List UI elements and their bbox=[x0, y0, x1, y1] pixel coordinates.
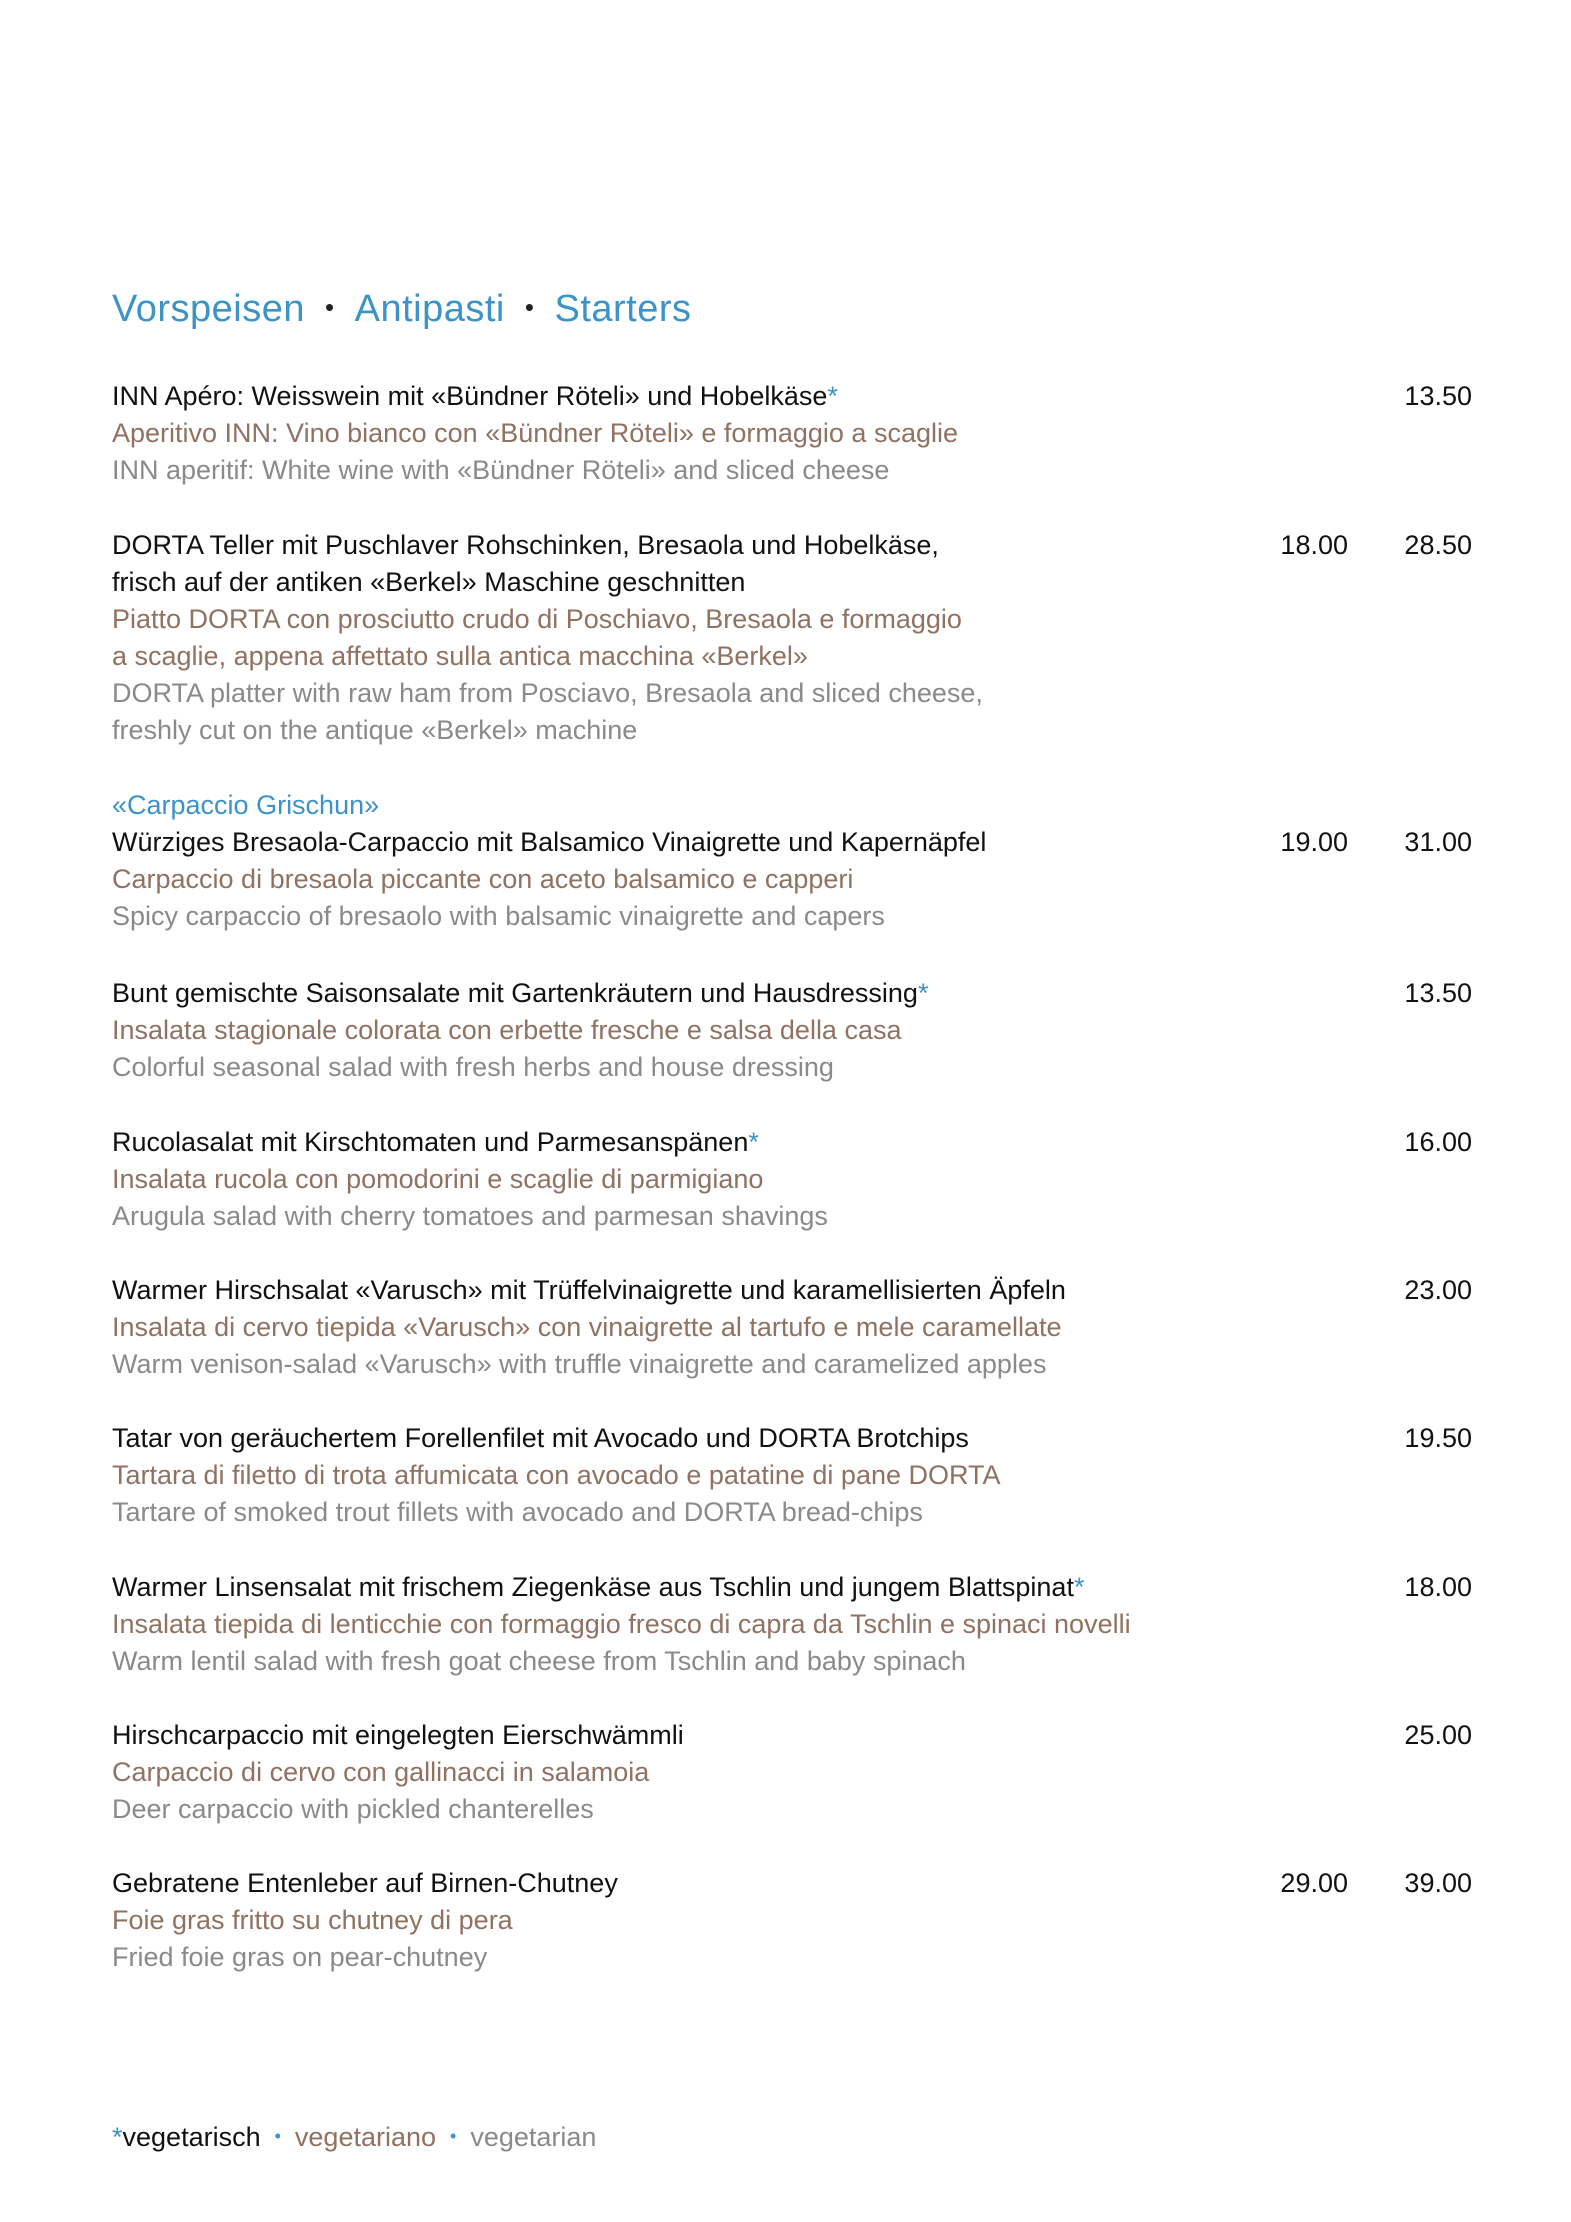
item-price: 13.50 bbox=[1404, 978, 1472, 1008]
item-italian: Foie gras fritto su chutney di pera bbox=[112, 1905, 513, 1935]
item-german: Bunt gemischte Saisonsalate mit Gartenkräutern und Hausdressing* bbox=[112, 978, 929, 1008]
item-italian: Insalata stagionale colorata con erbette fresche e salsa della casa bbox=[112, 1015, 902, 1045]
legend-separator: • bbox=[450, 2126, 457, 2146]
legend-footer bbox=[112, 2122, 596, 2153]
item-german: DORTA Teller mit Puschlaver Rohschinken, Bresaola und Hobelkäse, bbox=[112, 530, 939, 560]
item-german: INN Apéro: Weisswein mit «Bündner Röteli» und Hobelkäse* bbox=[112, 381, 838, 411]
heading-italian: Antipasti bbox=[354, 288, 505, 330]
item-english: Warm venison-salad «Varusch» with truffle vinaigrette and caramelized apples bbox=[112, 1349, 1047, 1379]
item-price: 31.00 bbox=[1404, 827, 1472, 857]
item-price: 28.50 bbox=[1404, 530, 1472, 560]
vegetarian-star-icon: * bbox=[917, 978, 929, 1008]
item-english: Fried foie gras on pear-chutney bbox=[112, 1942, 488, 1972]
item-english: Tartare of smoked trout fillets with avocado and DORTA bread-chips bbox=[112, 1497, 923, 1527]
vegetarian-star-icon: * bbox=[827, 381, 838, 411]
vegetarian-star-icon: * bbox=[1073, 1572, 1085, 1602]
legend-german: vegetarisch bbox=[122, 2122, 261, 2152]
item-italian-cont: a scaglie, appena affettato sulla antica macchina «Berkel» bbox=[112, 641, 808, 671]
menu-item bbox=[112, 1569, 1472, 1680]
item-english: DORTA platter with raw ham from Posciavo, Bresaola and sliced cheese, bbox=[112, 678, 983, 708]
item-subtitle: «Carpaccio Grischun» bbox=[112, 790, 380, 820]
heading-separator: • bbox=[524, 292, 535, 322]
item-italian: Insalata rucola con pomodorini e scaglie di parmigiano bbox=[112, 1164, 764, 1194]
heading-english: Starters bbox=[554, 288, 692, 330]
item-english: INN aperitif: White wine with «Bündner Röteli» and sliced cheese bbox=[112, 455, 890, 485]
item-german: Warmer Linsensalat mit frischem Ziegenkäse aus Tschlin und jungem Blattspinat* bbox=[112, 1572, 1085, 1602]
item-price: 16.00 bbox=[1404, 1127, 1472, 1157]
menu-item bbox=[112, 1420, 1472, 1531]
item-price: 39.00 bbox=[1404, 1868, 1472, 1898]
heading-german: Vorspeisen bbox=[112, 288, 306, 330]
menu-item bbox=[112, 1124, 1472, 1235]
item-english: Arugula salad with cherry tomatoes and parmesan shavings bbox=[112, 1201, 828, 1231]
item-english: Deer carpaccio with pickled chanterelles bbox=[112, 1794, 594, 1824]
item-english: Warm lentil salad with fresh goat cheese from Tschlin and baby spinach bbox=[112, 1646, 966, 1676]
item-italian: Aperitivo INN: Vino bianco con «Bündner Röteli» e formaggio a scaglie bbox=[112, 418, 958, 448]
item-price-small: 19.00 bbox=[1280, 827, 1348, 857]
menu-item bbox=[112, 1272, 1472, 1383]
vegetarian-star-icon: * bbox=[112, 2122, 123, 2152]
item-german: Warmer Hirschsalat «Varusch» mit Trüffelvinaigrette und karamellisierten Äpfeln bbox=[112, 1275, 1066, 1305]
legend-english: vegetarian bbox=[470, 2122, 597, 2152]
item-italian: Carpaccio di cervo con gallinacci in salamoia bbox=[112, 1757, 650, 1787]
item-price-small: 18.00 bbox=[1280, 530, 1348, 560]
legend-italian: vegetariano bbox=[294, 2122, 437, 2152]
item-price: 25.00 bbox=[1404, 1720, 1472, 1750]
item-german: Tatar von geräuchertem Forellenfilet mit Avocado und DORTA Brotchips bbox=[112, 1423, 969, 1453]
vegetarian-star-icon: * bbox=[748, 1127, 759, 1157]
item-italian: Insalata di cervo tiepida «Varusch» con vinaigrette al tartufo e mele caramellate bbox=[112, 1312, 1062, 1342]
menu-item bbox=[112, 1865, 1472, 1976]
legend-separator: • bbox=[274, 2126, 281, 2146]
item-italian: Piatto DORTA con prosciutto crudo di Poschiavo, Bresaola e formaggio bbox=[112, 604, 962, 634]
item-german: Würziges Bresaola-Carpaccio mit Balsamico Vinaigrette und Kapernäpfel bbox=[112, 827, 987, 857]
item-english-cont: freshly cut on the antique «Berkel» machine bbox=[112, 715, 638, 745]
item-price: 23.00 bbox=[1404, 1275, 1472, 1305]
item-price: 18.00 bbox=[1404, 1572, 1472, 1602]
item-german: Gebratene Entenleber auf Birnen-Chutney bbox=[112, 1868, 618, 1898]
item-german: Rucolasalat mit Kirschtomaten und Parmesanspänen* bbox=[112, 1127, 759, 1157]
item-price: 19.50 bbox=[1404, 1423, 1472, 1453]
item-italian: Carpaccio di bresaola piccante con aceto balsamico e capperi bbox=[112, 864, 854, 894]
menu-item bbox=[112, 378, 1472, 489]
item-english: Colorful seasonal salad with fresh herbs and house dressing bbox=[112, 1052, 834, 1082]
item-italian: Tartara di filetto di trota affumicata con avocado e patatine di pane DORTA bbox=[112, 1460, 1001, 1490]
heading-separator: • bbox=[325, 292, 335, 322]
menu-item bbox=[112, 1717, 1472, 1828]
item-english: Spicy carpaccio of bresaolo with balsamic vinaigrette and capers bbox=[112, 901, 885, 931]
section-heading bbox=[112, 288, 692, 331]
item-italian: Insalata tiepida di lenticchie con formaggio fresco di capra da Tschlin e spinaci novelli bbox=[112, 1609, 1131, 1639]
item-price-small: 29.00 bbox=[1280, 1868, 1348, 1898]
menu-item bbox=[112, 527, 1472, 749]
item-german: Hirschcarpaccio mit eingelegten Eierschwämmli bbox=[112, 1720, 684, 1750]
item-price: 13.50 bbox=[1404, 381, 1472, 411]
item-german-cont: frisch auf der antiken «Berkel» Maschine geschnitten bbox=[112, 567, 746, 597]
menu-item bbox=[112, 975, 1472, 1086]
menu-item bbox=[112, 787, 1472, 935]
